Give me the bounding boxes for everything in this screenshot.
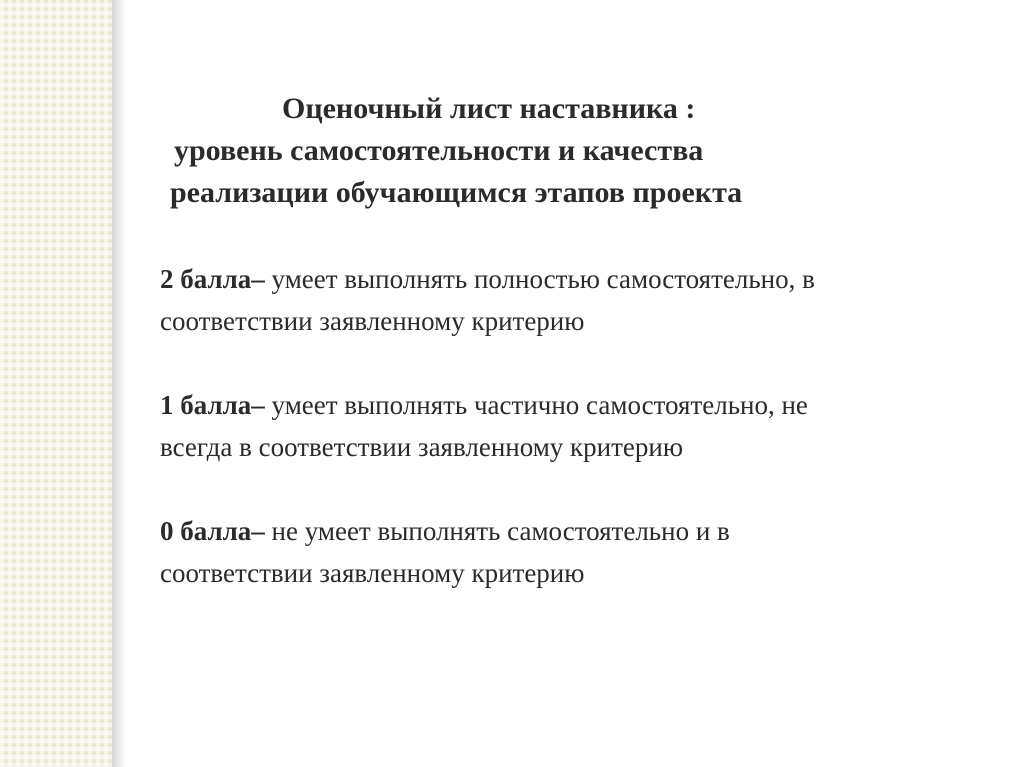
criterion-2-points: 2 балла– умеет выполнять полностью самостоятельно, в соответствии заявленному критерию	[160, 258, 1010, 342]
criterion-text: умеет выполнять частично самостоятельно, не	[264, 390, 808, 420]
criterion-score: 1 балла	[160, 390, 252, 420]
criterion-text: умеет выполнять полностью самостоятельно, в	[264, 264, 815, 294]
criterion-text-line-2: соответствии заявленному критерию	[160, 558, 585, 588]
criterion-score: 0 балла	[160, 516, 252, 546]
title-line-1: Оценочный лист наставника :	[282, 92, 696, 125]
criterion-1-point: 1 балла– умеет выполнять частично самостоятельно, не всегда в соответствии заявленному критерию	[160, 384, 1010, 468]
criterion-text: не умеет выполнять самостоятельно и в	[264, 516, 730, 546]
decorative-side-stripe	[0, 0, 112, 767]
criterion-0-points: 0 балла– не умеет выполнять самостоятельно и в соответствии заявленному критерию	[160, 510, 1010, 594]
slide-title	[160, 88, 1010, 214]
criterion-text-line-2: всегда в соответствии заявленному критерию	[160, 432, 684, 462]
title-line-3: реализации обучающимся этапов проекта	[170, 176, 743, 209]
stripe-shadow	[112, 0, 126, 767]
slide-content	[160, 88, 1010, 636]
title-line-2: уровень самостоятельности и качества	[174, 134, 704, 167]
criterion-score: 2 балла	[160, 264, 252, 294]
criterion-text-line-2: соответствии заявленному критерию	[160, 306, 585, 336]
